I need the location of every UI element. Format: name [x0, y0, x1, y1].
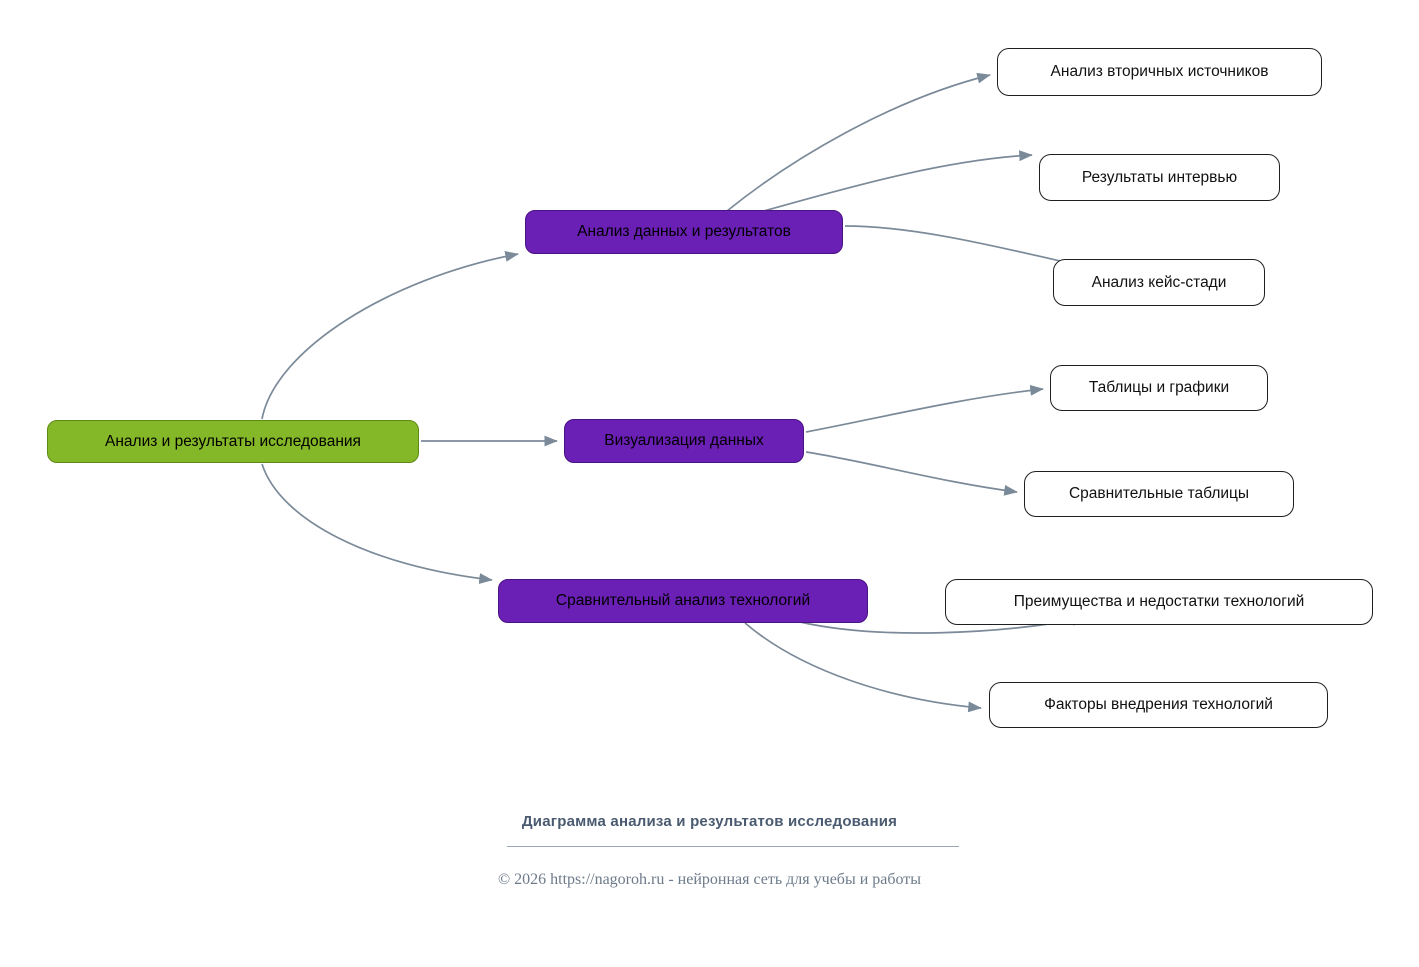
- edge-visualization-to-comparative: [806, 452, 1017, 492]
- edge-root-to-analysis: [262, 254, 518, 419]
- node-branch-visualization[interactable]: [564, 419, 804, 463]
- node-branch-tech-comparison[interactable]: [498, 579, 868, 623]
- edge-analysis-to-secondary: [727, 75, 990, 211]
- edge-analysis-to-interview: [760, 155, 1032, 212]
- node-leaf-tables-charts-label: Таблицы и графики: [1088, 379, 1230, 397]
- node-leaf-case-study[interactable]: [1053, 259, 1265, 306]
- node-leaf-pros-cons[interactable]: [945, 579, 1373, 625]
- node-leaf-secondary-sources[interactable]: [997, 48, 1322, 96]
- node-root-label: Анализ и результаты исследования: [105, 432, 361, 450]
- footer-label: © 2026 https://nagoroh.ru - нейронная сеть для учебы и работы: [497, 871, 922, 888]
- footer-text: [0, 871, 1419, 889]
- edge-visualization-to-tables: [806, 389, 1043, 432]
- node-leaf-interview-results-label: Результаты интервью: [1081, 168, 1238, 186]
- node-leaf-tables-charts[interactable]: [1050, 365, 1268, 411]
- node-leaf-secondary-sources-label: Анализ вторичных источников: [1050, 63, 1269, 81]
- node-branch-visualization-label: Визуализация данных: [604, 432, 764, 450]
- caption-divider: [507, 846, 959, 847]
- node-leaf-adoption-factors-label: Факторы внедрения технологий: [1044, 696, 1273, 714]
- edge-root-to-tech: [262, 464, 492, 580]
- node-leaf-interview-results[interactable]: [1039, 154, 1280, 201]
- diagram-caption-text: Диаграмма анализа и результатов исследования: [521, 813, 898, 830]
- diagram-caption: [0, 813, 1419, 830]
- edge-tech-to-adoption: [745, 623, 981, 708]
- node-branch-analysis[interactable]: [525, 210, 843, 254]
- node-leaf-comparative-tables[interactable]: [1024, 471, 1294, 517]
- node-root[interactable]: [47, 420, 419, 463]
- node-leaf-adoption-factors[interactable]: [989, 682, 1328, 728]
- node-branch-tech-comparison-label: Сравнительный анализ технологий: [555, 592, 811, 610]
- node-branch-analysis-label: Анализ данных и результатов: [577, 223, 791, 241]
- node-leaf-comparative-tables-label: Сравнительные таблицы: [1068, 485, 1250, 503]
- node-leaf-case-study-label: Анализ кейс-стади: [1091, 273, 1227, 291]
- node-leaf-pros-cons-label: Преимущества и недостатки технологий: [1013, 593, 1305, 611]
